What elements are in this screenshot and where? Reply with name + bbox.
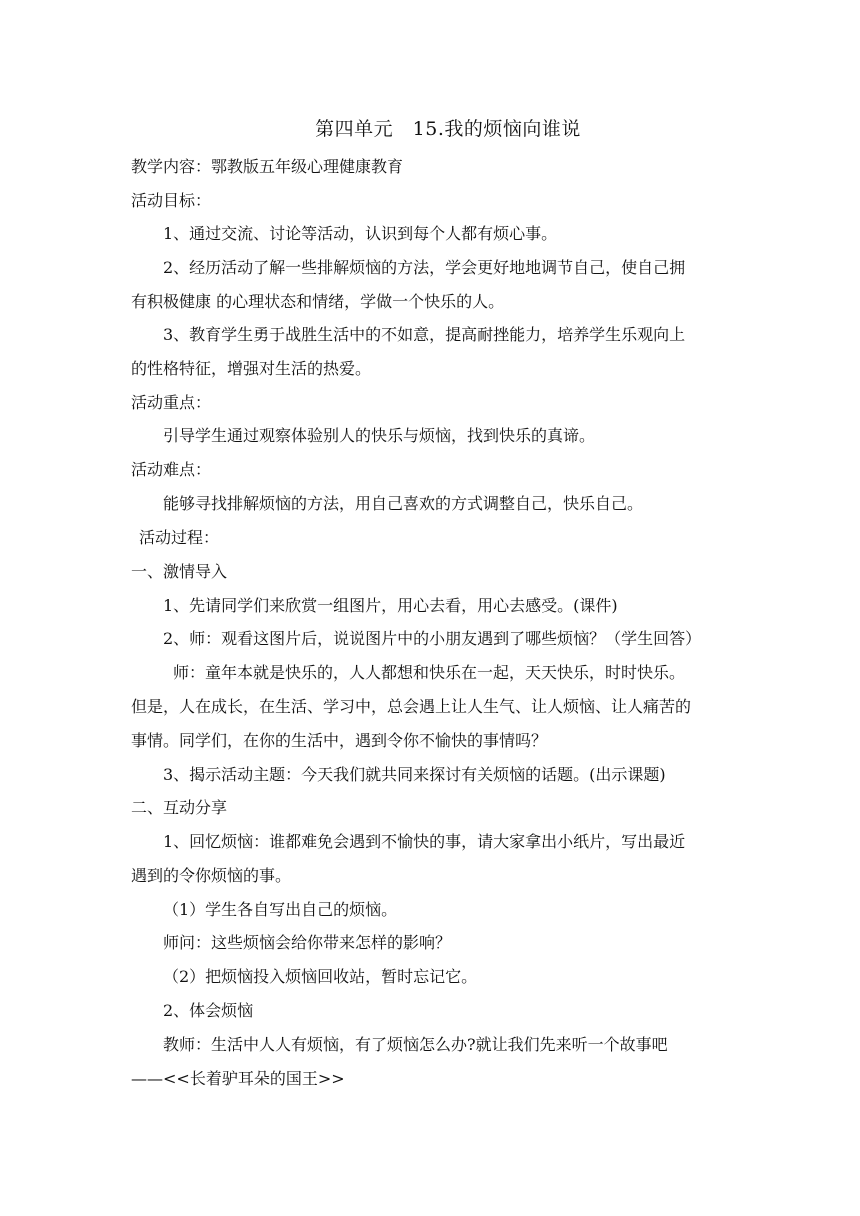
- teacher-question-line: 师问：这些烦恼会给你带来怎样的影响？: [163, 933, 452, 952]
- teaching-content-line: 教学内容：鄂教版五年级心理健康教育: [131, 157, 404, 176]
- substep-2-line: （2）把烦恼投入烦恼回收站，暂时忘记它。: [163, 967, 478, 986]
- activity-goals-heading: 活动目标：: [131, 191, 212, 210]
- document-title: 第四单元 15.我的烦恼向谁说: [315, 118, 581, 140]
- section-2-step-2: 2、体会烦恼: [163, 1001, 254, 1020]
- section-2-step-1-continued: 遇到的令你烦恼的事。: [131, 866, 292, 885]
- goal-3-continued-line: 的性格特征，增强对生活的热爱。: [131, 359, 372, 378]
- teacher-remark-continued-2: 事情。同学们，在你的生活中，遇到令你不愉快的事情吗？: [131, 731, 548, 750]
- teacher-story-line: 教师：生活中人人有烦恼，有了烦恼怎么办?就让我们先来听一个故事吧: [163, 1035, 668, 1054]
- goal-1-line: 1、通过交流、讨论等活动，认识到每个人都有烦心事。: [163, 224, 558, 243]
- section-1-step-2: 2、师：观看这图片后，说说图片中的小朋友遇到了哪些烦恼？（学生回答）: [163, 629, 702, 648]
- story-title-line: ——<<长着驴耳朵的国王>>: [131, 1069, 345, 1088]
- teacher-remark-continued-1: 但是，人在成长，在生活、学习中，总会遇上让人生气、让人烦恼、让人痛苦的: [131, 697, 692, 716]
- difficulties-heading: 活动难点：: [131, 460, 212, 479]
- teacher-remark-line: 师：童年本就是快乐的，人人都想和快乐在一起，天天快乐，时时快乐。: [173, 663, 686, 682]
- substep-1-line: （1）学生各自写出自己的烦恼。: [163, 900, 398, 919]
- goal-2-continued-line: 有积极健康 的心理状态和情绪，学做一个快乐的人。: [131, 292, 505, 311]
- key-points-line: 引导学生通过观察体验别人的快乐与烦恼，找到快乐的真谛。: [163, 426, 596, 445]
- section-1-heading: 一、激情导入: [131, 562, 228, 581]
- process-heading: 活动过程：: [139, 528, 220, 547]
- section-2-heading: 二、互动分享: [131, 798, 228, 817]
- section-1-step-3: 3、揭示活动主题：今天我们就共同来探讨有关烦恼的话题。(出示课题): [163, 765, 666, 784]
- section-1-step-1: 1、先请同学们来欣赏一组图片，用心去看，用心去感受。(课件): [163, 596, 618, 615]
- section-2-step-1: 1、回忆烦恼：谁都难免会遇到不愉快的事，请大家拿出小纸片，写出最近: [163, 832, 686, 851]
- difficulties-line: 能够寻找排解烦恼的方法，用自己喜欢的方式调整自己，快乐自己。: [163, 494, 644, 513]
- key-points-heading: 活动重点：: [131, 393, 212, 412]
- goal-2-line: 2、经历活动了解一些排解烦恼的方法，学会更好地地调节自己，使自己拥: [163, 258, 686, 277]
- goal-3-line: 3、教育学生勇于战胜生活中的不如意，提高耐挫能力，培养学生乐观向上: [163, 325, 686, 344]
